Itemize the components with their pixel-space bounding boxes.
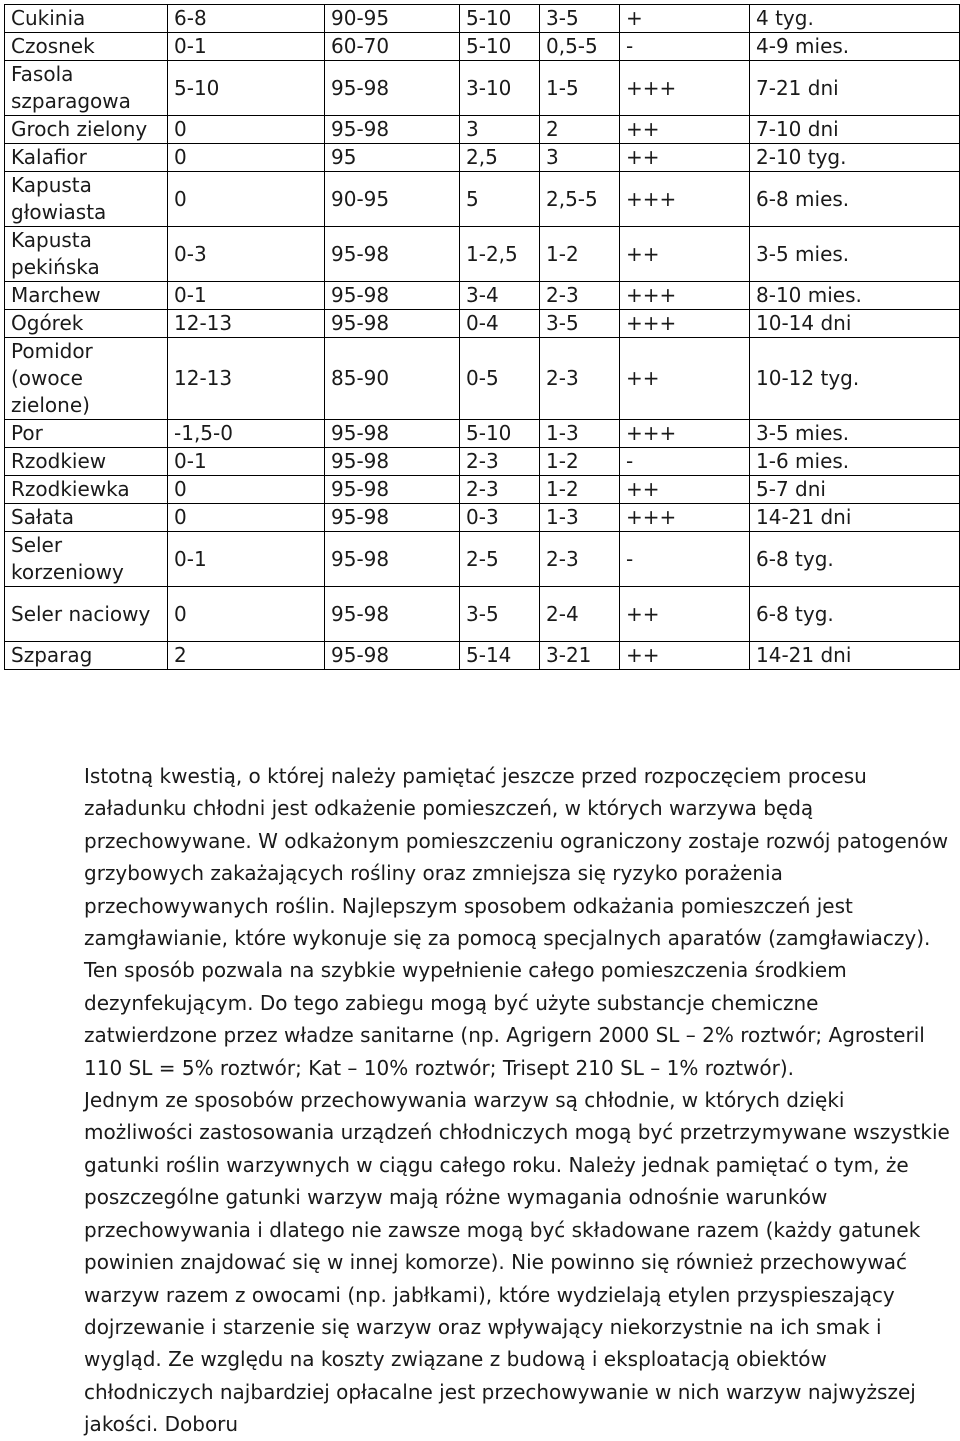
vegetable-storage-table: [4, 4, 960, 670]
table-row: [5, 420, 960, 448]
table-cell: 12-13: [168, 338, 325, 420]
table-cell: 90-95: [325, 172, 460, 227]
table-cell: Kapusta głowiasta: [5, 172, 168, 227]
table-cell: 0: [168, 172, 325, 227]
table-cell: 2,5: [460, 144, 540, 172]
table-cell: 95-98: [325, 476, 460, 504]
table-row: [5, 476, 960, 504]
table-cell: 1-2,5: [460, 227, 540, 282]
table-cell: 0-3: [460, 504, 540, 532]
table-cell: 5: [460, 172, 540, 227]
table-cell: 1-3: [540, 420, 620, 448]
table-cell: Fasola szparagowa: [5, 61, 168, 116]
table-cell: 95-98: [325, 532, 460, 587]
table-cell: 5-10: [460, 420, 540, 448]
table-cell: 5-14: [460, 642, 540, 670]
table-cell: 14-21 dni: [750, 642, 960, 670]
table-cell: Marchew: [5, 282, 168, 310]
table-cell: -: [620, 33, 750, 61]
table-row: [5, 116, 960, 144]
table-cell: 0: [168, 504, 325, 532]
table-row: [5, 5, 960, 33]
table-cell: Pomidor (owoce zielone): [5, 338, 168, 420]
table-cell: 90-95: [325, 5, 460, 33]
table-cell: 0: [168, 144, 325, 172]
table-cell: -: [620, 532, 750, 587]
table-cell: +++: [620, 420, 750, 448]
table-cell: 2-3: [540, 532, 620, 587]
table-cell: 1-3: [540, 504, 620, 532]
table-row: [5, 532, 960, 587]
table-cell: 2: [168, 642, 325, 670]
table-row: [5, 504, 960, 532]
table-cell: 5-10: [460, 33, 540, 61]
table-cell: 1-2: [540, 227, 620, 282]
table-cell: 2-3: [540, 282, 620, 310]
table-cell: 0: [168, 116, 325, 144]
table-cell: ++: [620, 476, 750, 504]
table-cell: Sałata: [5, 504, 168, 532]
table-cell: -: [620, 448, 750, 476]
table-cell: 95-98: [325, 448, 460, 476]
table-cell: 95-98: [325, 227, 460, 282]
table-cell: 4 tyg.: [750, 5, 960, 33]
table-cell: 0-1: [168, 448, 325, 476]
table-cell: 1-6 mies.: [750, 448, 960, 476]
table-cell: 2-3: [460, 476, 540, 504]
table-cell: 3-21: [540, 642, 620, 670]
table-cell: Por: [5, 420, 168, 448]
table-cell: 0-1: [168, 532, 325, 587]
table-cell: Seler naciowy: [5, 587, 168, 642]
table-cell: Cukinia: [5, 5, 168, 33]
table-cell: 12-13: [168, 310, 325, 338]
table-cell: 3-10: [460, 61, 540, 116]
table-cell: 1-2: [540, 448, 620, 476]
table-cell: +++: [620, 172, 750, 227]
table-cell: 5-7 dni: [750, 476, 960, 504]
table-cell: 2-5: [460, 532, 540, 587]
table-cell: 4-9 mies.: [750, 33, 960, 61]
table-cell: 0-5: [460, 338, 540, 420]
table-cell: +++: [620, 310, 750, 338]
table-cell: 2-3: [460, 448, 540, 476]
table-row: [5, 448, 960, 476]
table-cell: 8-10 mies.: [750, 282, 960, 310]
table-cell: ++: [620, 338, 750, 420]
table-cell: 95-98: [325, 642, 460, 670]
table-cell: 0: [168, 587, 325, 642]
table-cell: ++: [620, 227, 750, 282]
table-cell: 3-5: [540, 5, 620, 33]
table-cell: 0-1: [168, 33, 325, 61]
table-cell: -1,5-0: [168, 420, 325, 448]
table-row: [5, 172, 960, 227]
table-cell: 1-2: [540, 476, 620, 504]
table-cell: Rzodkiew: [5, 448, 168, 476]
table-cell: ++: [620, 642, 750, 670]
paragraph-cold-storage: Jednym ze sposobów przechowywania warzyw są chłodnie, w których dzięki możliwości zastosowania urządzeń chłodniczych mogą być przetrzymywane wszystkie gatunki roślin warzywnych w ciągu całego roku. Należy jednak pamiętać o tym, że poszczególne gatunki warzyw mają różne wymagania odnośnie warunków przechowywania i dlatego nie zawsze mogą być składowane razem (każdy gatunek powinien znajdować się w innej komorze). Nie powinno się również przechowywać warzyw razem z owocami (np. jabłkami), które wydzielają etylen przyspieszający dojrzewanie i starzenie się warzyw oraz wpływający niekorzystnie na ich smak i wygląd. Ze względu na koszty związane z budową i eksploatacją obiektów chłodniczych najbardziej opłacalne jest przechowywanie w nich warzyw najwyższej jakości. Doboru: [84, 1088, 950, 1437]
table-cell: Ogórek: [5, 310, 168, 338]
table-cell: 95-98: [325, 587, 460, 642]
table-cell: 2: [540, 116, 620, 144]
table-cell: +++: [620, 282, 750, 310]
table-cell: 0: [168, 476, 325, 504]
table-row: [5, 642, 960, 670]
table-cell: 3: [460, 116, 540, 144]
table-cell: 60-70: [325, 33, 460, 61]
table-cell: 1-5: [540, 61, 620, 116]
table-cell: 2-3: [540, 338, 620, 420]
table-cell: 10-12 tyg.: [750, 338, 960, 420]
table-cell: 14-21 dni: [750, 504, 960, 532]
table-cell: 2,5-5: [540, 172, 620, 227]
table-cell: Rzodkiewka: [5, 476, 168, 504]
table-cell: 0,5-5: [540, 33, 620, 61]
table-cell: 3-5 mies.: [750, 227, 960, 282]
table-row: [5, 282, 960, 310]
table-cell: 6-8: [168, 5, 325, 33]
table-cell: 95-98: [325, 282, 460, 310]
table-cell: 0-4: [460, 310, 540, 338]
table-cell: 7-10 dni: [750, 116, 960, 144]
table-row: [5, 338, 960, 420]
table-cell: 3-5 mies.: [750, 420, 960, 448]
table-cell: 85-90: [325, 338, 460, 420]
table-cell: 5-10: [168, 61, 325, 116]
table-cell: +: [620, 5, 750, 33]
table-cell: 95-98: [325, 61, 460, 116]
table-cell: 2-4: [540, 587, 620, 642]
table-cell: Groch zielony: [5, 116, 168, 144]
table-cell: 3-5: [540, 310, 620, 338]
table-cell: 95-98: [325, 116, 460, 144]
table-cell: 6-8 tyg.: [750, 532, 960, 587]
table-row: [5, 144, 960, 172]
table-row: [5, 227, 960, 282]
table-cell: 3: [540, 144, 620, 172]
table-cell: 0-1: [168, 282, 325, 310]
table-cell: 95-98: [325, 420, 460, 448]
table-cell: Kapusta pekińska: [5, 227, 168, 282]
table-cell: 95-98: [325, 310, 460, 338]
table-cell: ++: [620, 587, 750, 642]
body-text: [0, 760, 950, 1441]
table-row: [5, 587, 960, 642]
table-cell: 3-4: [460, 282, 540, 310]
table-cell: Szparag: [5, 642, 168, 670]
table-cell: 3-5: [460, 587, 540, 642]
table-cell: ++: [620, 144, 750, 172]
table-cell: 10-14 dni: [750, 310, 960, 338]
table-cell: ++: [620, 116, 750, 144]
table-row: [5, 61, 960, 116]
table-cell: 0-3: [168, 227, 325, 282]
table-row: [5, 310, 960, 338]
table-cell: Kalafior: [5, 144, 168, 172]
table-cell: 95-98: [325, 504, 460, 532]
paragraph-disinfection: Istotną kwestią, o której należy pamiętać jeszcze przed rozpoczęciem procesu załadunku chłodni jest odkażenie pomieszczeń, w których warzywa będą przechowywane. W odkażonym pomieszczeniu ograniczony zostaje rozwój patogenów grzybowych zakażających rośliny oraz zmniejsza się ryzyko porażenia przechowywanych roślin. Najlepszym sposobem odkażania pomieszczeń jest zamgławianie, które wykonuje się za pomocą specjalnych aparatów (zamgławiaczy). Ten sposób pozwala na szybkie wypełnienie całego pomieszczenia środkiem dezynfekującym. Do tego zabiegu mogą być użyte substancje chemiczne zatwierdzone przez władze sanitarne (np. Agrigern 2000 SL – 2% roztwór; Agrosteril 110 SL = 5% roztwór; Kat – 10% roztwór; Trisept 210 SL – 1% roztwór).: [84, 764, 949, 1080]
table-cell: 6-8 tyg.: [750, 587, 960, 642]
table-cell: 95: [325, 144, 460, 172]
table-row: [5, 33, 960, 61]
table-cell: 5-10: [460, 5, 540, 33]
table-cell: 2-10 tyg.: [750, 144, 960, 172]
table-cell: +++: [620, 61, 750, 116]
table-cell: +++: [620, 504, 750, 532]
table-cell: Seler korzeniowy: [5, 532, 168, 587]
table-cell: 7-21 dni: [750, 61, 960, 116]
table-cell: Czosnek: [5, 33, 168, 61]
table-cell: 6-8 mies.: [750, 172, 960, 227]
